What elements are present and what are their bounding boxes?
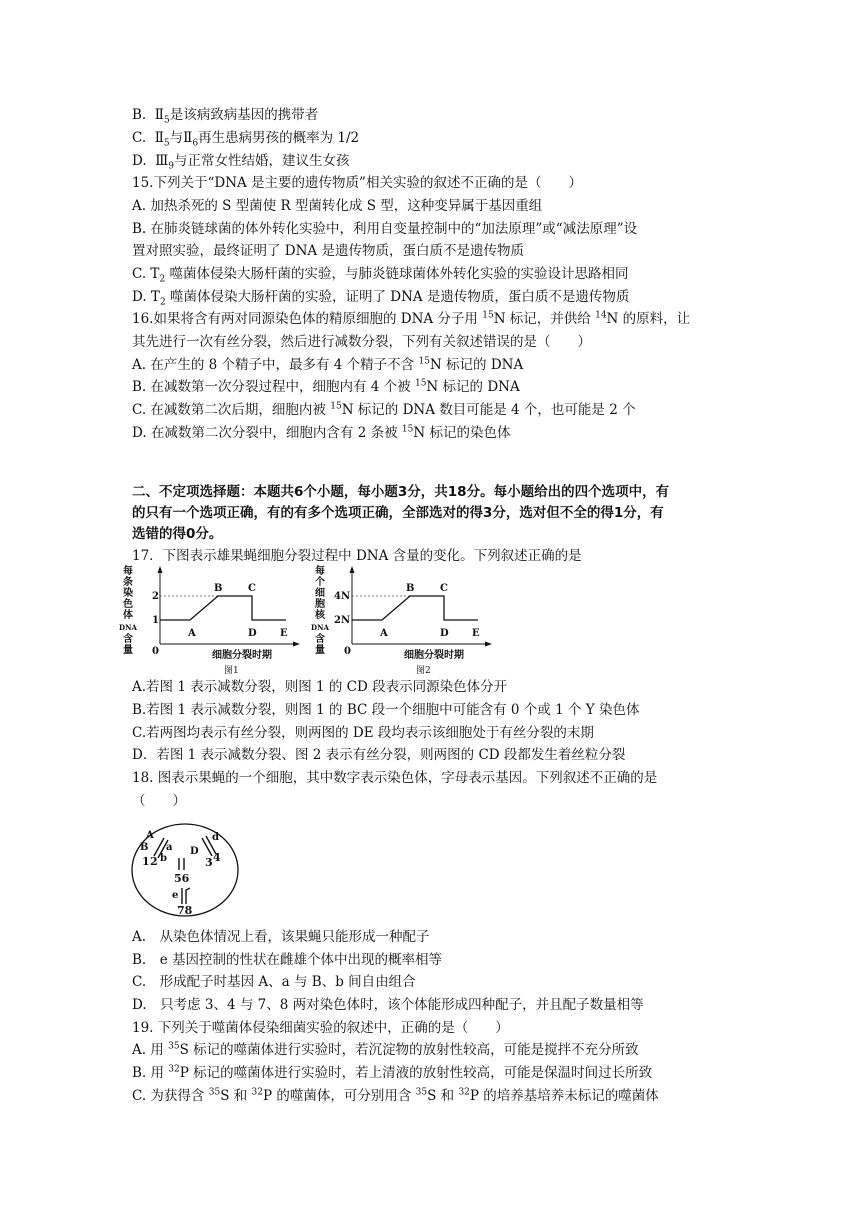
gene-b: b bbox=[160, 853, 167, 864]
q17-option-b: B.若图 1 表示减数分裂，则图 1 的 BC 段一个细胞中可能含有 0 个或 1 个 Y 染色体 bbox=[132, 702, 640, 718]
fig2-ylabel-char: 每 bbox=[315, 566, 325, 577]
q18-option-a: A. 从染色体情况上看，该果蝇只能形成一种配子 bbox=[132, 929, 430, 945]
chromosome-label-2: 2 bbox=[150, 855, 158, 868]
fig2-curve bbox=[352, 596, 478, 620]
fig1-ylabel-char: 色 bbox=[123, 599, 133, 610]
fig2-x-arrow bbox=[485, 642, 492, 647]
fig1-ylabel-char: 体 bbox=[123, 610, 133, 621]
q19-option-a: A. 用 $^{35}$S 标记的噬菌体进行实验时，若沉淀物的放射性较高，可能是搅拌不充分所致 bbox=[132, 1041, 639, 1058]
q14-option-c: C. $Ⅱ_5$与$Ⅱ_6$再生患病男孩的概率为 1/2 bbox=[132, 130, 360, 149]
fig1-origin: 0 bbox=[152, 646, 159, 657]
q16-stem-line1: 16.如果将含有两对同源染色体的精原细胞的 DNA 分子用 $^{15}$N 标记，并供给 $^{14}$N 的原料，让 bbox=[132, 310, 691, 327]
q18-option-b: B. e 基因控制的性状在雌雄个体中出现的概率相等 bbox=[132, 952, 442, 968]
fig1-point-b: B bbox=[214, 583, 223, 594]
fig2-ylabel-char: 个 bbox=[315, 577, 325, 588]
fig2-origin: 0 bbox=[344, 646, 351, 657]
section2-heading-line2: 的只有一个选项正确，有的有多个选项正确，全部选对的得3分，选对但不全的得1分，有 bbox=[132, 505, 664, 521]
gene-e: e bbox=[172, 890, 179, 901]
fig1-curve bbox=[160, 596, 286, 620]
fig2-y-tick-4n: 4N bbox=[334, 591, 351, 602]
q14-option-d: D. $Ⅲ_9$与正常女性结婚，建议生女孩 bbox=[132, 153, 350, 172]
fig1-point-a: A bbox=[188, 628, 196, 639]
fig1-point-e: E bbox=[280, 628, 288, 639]
q16-stem-line2: 其先进行一次有丝分裂，然后进行减数分裂，下列有关叙述错误的是（ ） bbox=[132, 334, 591, 350]
q18-stem-line2: （ ） bbox=[132, 793, 186, 809]
q15-option-b-line1: B. 在肺炎链球菌的体外转化实验中，利用自变量控制中的“加法原理”或“减法原理”设 bbox=[132, 221, 638, 237]
q17-option-d: D．若图 1 表示减数分裂、图 2 表示有丝分裂，则两图的 CD 段都发生着丝粒分裂 bbox=[132, 747, 626, 763]
fig1-y-tick-2: 2 bbox=[152, 591, 159, 602]
fig2-point-e: E bbox=[472, 628, 480, 639]
fig2-xlabel: 细胞分裂时期 bbox=[404, 650, 464, 661]
gene-B: B bbox=[140, 842, 149, 853]
chromosome-label-4: 4 bbox=[213, 851, 221, 864]
fig1-ylabel-char: 每 bbox=[123, 566, 133, 577]
fig1-ylabel bbox=[119, 564, 137, 656]
fig1-x-arrow bbox=[293, 642, 300, 647]
chromosome-3 bbox=[202, 838, 212, 856]
q15-option-b-line2: 置对照实验，最终证明了 DNA 是遗传物质，蛋白质不是遗传物质 bbox=[132, 243, 524, 259]
fig2-point-c: C bbox=[440, 583, 448, 594]
section2-heading-line3: 选错的得0分。 bbox=[132, 526, 223, 542]
fig2-ylabel-char: DNA bbox=[311, 623, 329, 632]
q16-option-c: C. 在减数第二次后期，细胞内被 $^{15}$N 标记的 DNA 数目可能是 4 个，也可能是 2 个 bbox=[132, 401, 636, 418]
q17-option-a: A.若图 1 表示减数分裂，则图 1 的 CD 段表示同源染色体分开 bbox=[132, 679, 508, 695]
gene-d: d bbox=[212, 832, 219, 843]
fig1-xlabel: 细胞分裂时期 bbox=[212, 650, 272, 661]
q18-stem-line1: 18. 图表示果蝇的一个细胞，其中数字表示染色体，字母表示基因。下列叙述不正确的是 bbox=[132, 770, 658, 786]
q15-option-a: A. 加热杀死的 S 型菌使 R 型菌转化成 S 型，这种变异属于基因重组 bbox=[132, 198, 543, 214]
chromosome-label-78: 78 bbox=[177, 904, 193, 917]
fig2-ylabel-char: 含 bbox=[315, 634, 325, 645]
q19-option-b: B. 用 $^{32}$P 标记的噬菌体进行实验时，若上清液的放射性较高，可能是保温时间过长所致 bbox=[132, 1064, 653, 1081]
q19-option-c: C. 为获得含 $^{35}$S 和 $^{32}$P 的噬菌体，可分别用含 $^{35}$S 和 $^{32}$P 的培养基培养未标记的噬菌体 bbox=[132, 1087, 659, 1104]
q17-option-c: C.若两图均表示有丝分裂，则两图的 DE 段均表示该细胞处于有丝分裂的末期 bbox=[132, 725, 594, 741]
fig2-ylabel-char: 细 bbox=[315, 588, 325, 599]
gene-A: A bbox=[146, 830, 154, 841]
q17-figure-1 bbox=[118, 564, 308, 676]
gene-a: a bbox=[166, 842, 173, 853]
q18-option-c: C. 形成配子时基因 A、a 与 B、b 间自由组合 bbox=[132, 974, 416, 990]
q15-option-d: D. $T_2$ 噬菌体侵染大肠杆菌的实验，证明了 DNA 是遗传物质，蛋白质不是遗传物质 bbox=[132, 289, 630, 308]
fig1-ylabel-char: DNA bbox=[119, 623, 137, 632]
q16-option-a: A. 在产生的 8 个精子中，最多有 4 个精子不含 $^{15}$N 标记的 DNA bbox=[132, 356, 524, 373]
q14-option-b: B. $Ⅱ_5$是该病致病基因的携带者 bbox=[132, 107, 319, 126]
fig2-point-b: B bbox=[406, 583, 415, 594]
fig1-ylabel-char: 含 bbox=[123, 634, 133, 645]
fig2-ylabel-char: 胞 bbox=[315, 599, 325, 610]
fig1-point-c: C bbox=[248, 583, 256, 594]
fig1-point-d: D bbox=[248, 628, 257, 639]
fig2-ylabel-char: 核 bbox=[315, 610, 325, 621]
q16-option-b: B. 在减数第一次分裂过程中，细胞内有 4 个被 $^{15}$N 标记的 DNA bbox=[132, 378, 520, 395]
q16-option-d: D. 在减数第二次分裂中，细胞内含有 2 条被 $^{15}$N 标记的染色体 bbox=[132, 424, 511, 441]
fig1-ylabel-char: 条 bbox=[123, 577, 133, 588]
q17-stem: 17．下图表示雄果蝇细胞分裂过程中 DNA 含量的变化。下列叙述正确的是 bbox=[132, 548, 582, 564]
q15-option-c: C. $T_2$ 噬菌体侵染大肠杆菌的实验，与肺炎链球菌体外转化实验的实验设计思路相同 bbox=[132, 266, 629, 285]
fig2-point-a: A bbox=[380, 628, 388, 639]
fig2-caption: 图2 bbox=[416, 666, 431, 676]
fig2-y-arrow bbox=[350, 566, 355, 573]
q15-stem: 15.下列关于“DNA 是主要的遗传物质”相关实验的叙述不正确的是（ ） bbox=[132, 175, 582, 191]
q18-cell-diagram bbox=[128, 820, 242, 920]
fig2-y-tick-2n: 2N bbox=[334, 615, 351, 626]
q17-figure-2 bbox=[310, 564, 500, 676]
fig2-ylabel bbox=[311, 564, 329, 656]
fig2-ylabel-char: 量 bbox=[315, 645, 325, 656]
fig1-ylabel-char: 量 bbox=[123, 645, 133, 656]
chromosome-label-56: 56 bbox=[174, 872, 190, 885]
fig1-caption: 图1 bbox=[224, 666, 239, 676]
fig2-point-d: D bbox=[440, 628, 449, 639]
fig1-y-arrow bbox=[158, 566, 163, 573]
chromosome-label-3: 3 bbox=[205, 856, 213, 869]
q19-stem: 19. 下列关于噬菌体侵染细菌实验的叙述中，正确的是（ ） bbox=[132, 1020, 509, 1036]
fig1-ylabel-char: 染 bbox=[123, 588, 133, 599]
q18-option-d: D. 只考虑 3、4 与 7、8 两对染色体时，该个体能形成四种配子，并且配子数量相等 bbox=[132, 997, 644, 1013]
section2-heading-line1: 二、不定项选择题：本题共6个小题，每小题3分，共18分。每小题给出的四个选项中，有 bbox=[132, 484, 670, 500]
fig1-y-tick-1: 1 bbox=[152, 615, 159, 626]
gene-D: D bbox=[190, 846, 199, 857]
chromosome-8 bbox=[186, 888, 190, 904]
chromosome-label-1: 1 bbox=[142, 855, 150, 868]
